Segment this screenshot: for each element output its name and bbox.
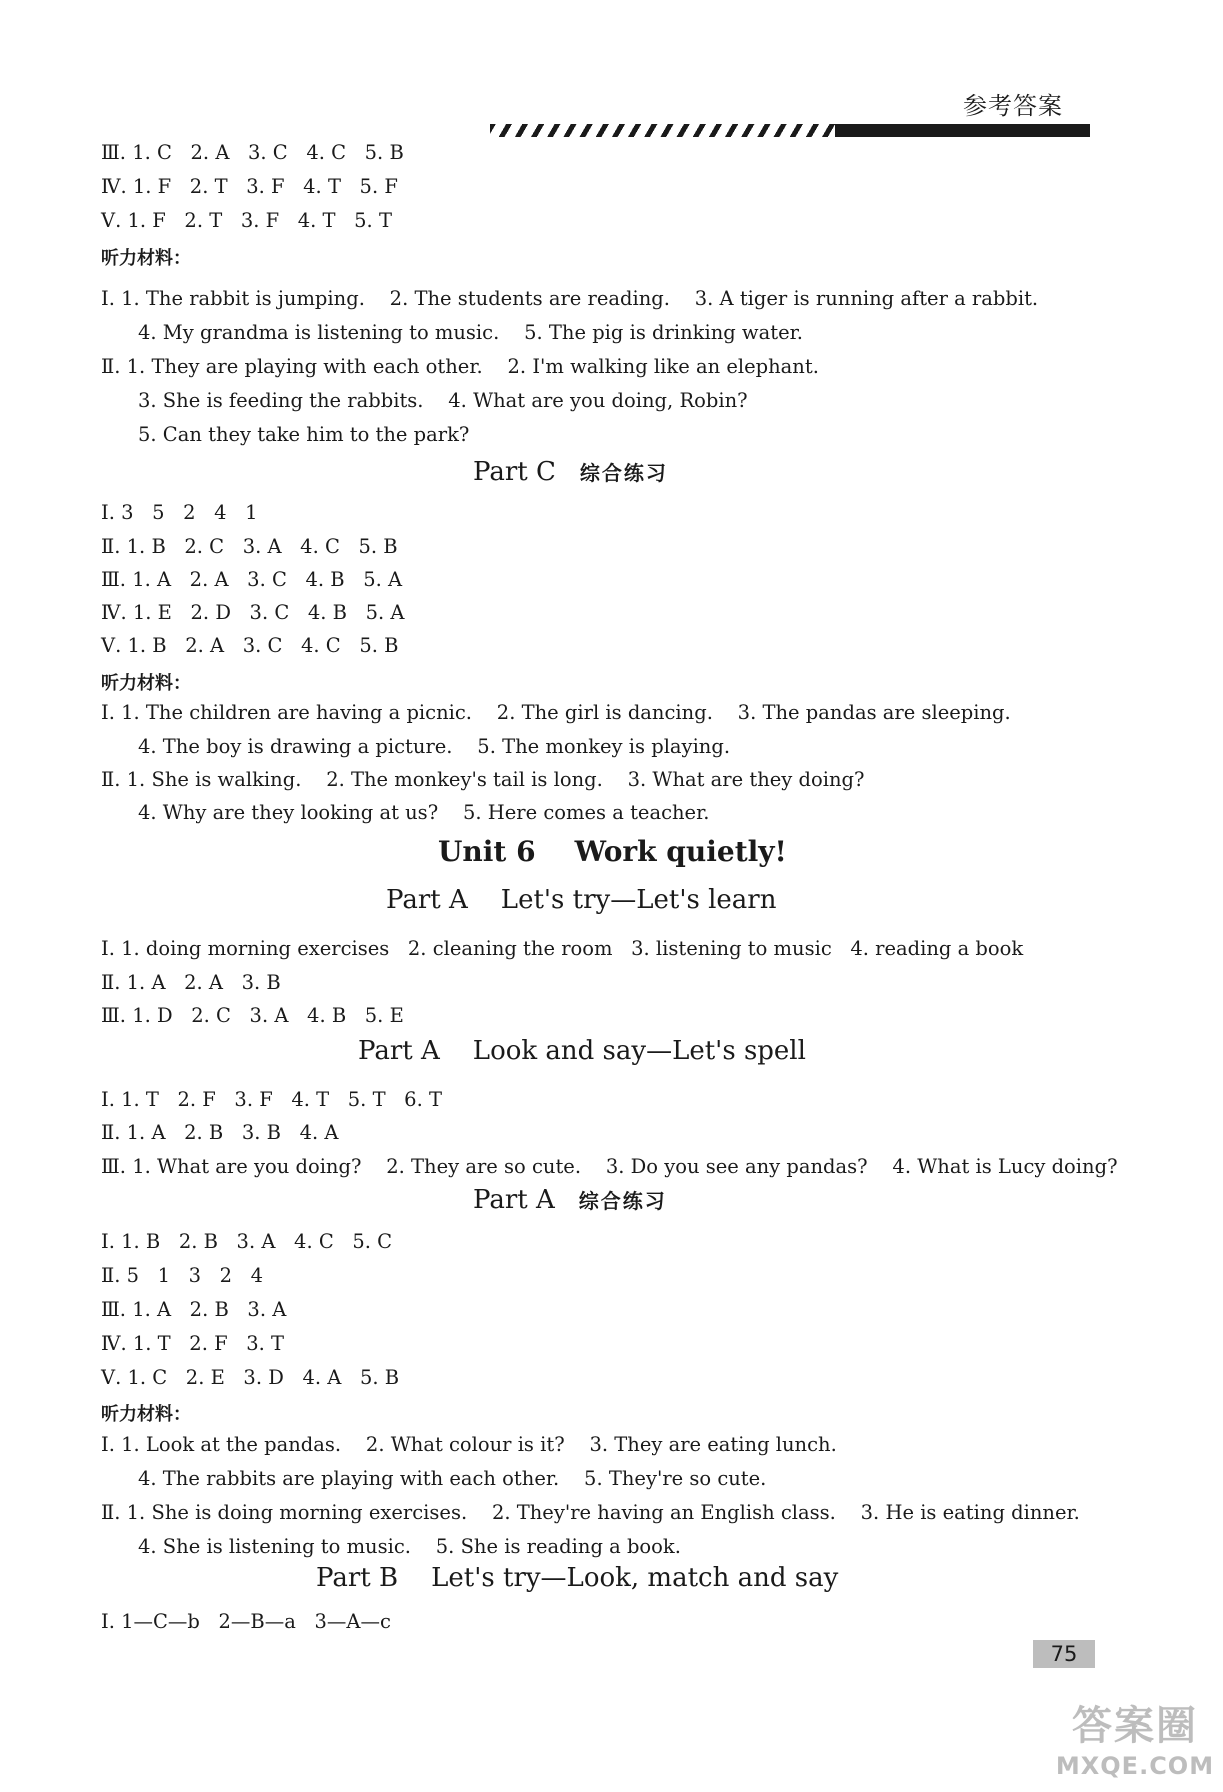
answer-line: Ⅲ. 1. D 2. C 3. A 4. B 5. E [101,1004,404,1027]
answer-line: Ⅴ. 1. C 2. E 3. D 4. A 5. B [101,1366,400,1389]
page-number: 75 [1033,1640,1095,1668]
section-title-text: Part A [473,1185,555,1215]
transcript-line: 4. My grandma is listening to music. 5. The pig is drinking water. [138,321,803,344]
answer-line: Ⅴ. 1. F 2. T 3. F 4. T 5. T [101,209,392,232]
transcript-line: Ⅰ. 1. The rabbit is jumping. 2. The students are reading. 3. A tiger is running after a rabbit. [101,287,1039,310]
transcript-line: Ⅱ. 1. She is walking. 2. The monkey's tail is long. 3. What are they doing? [101,768,865,791]
transcript-line: 5. Can they take him to the park? [138,423,470,446]
transcript-line: 4. She is listening to music. 5. She is reading a book. [138,1535,681,1558]
listening-material-label: 听力材料： [101,1404,191,1425]
transcript-line: 3. She is feeding the rabbits. 4. What are you doing, Robin? [138,389,748,412]
answer-line: Ⅲ. 1. What are you doing? 2. They are so cute. 3. Do you see any pandas? 4. What is Lucy doing? [101,1155,1118,1178]
answer-line: Ⅳ. 1. F 2. T 3. F 4. T 5. F [101,175,398,198]
answer-line: Ⅴ. 1. B 2. A 3. C 4. C 5. B [101,634,399,657]
header-label: 参考答案 [963,92,1063,120]
section-title-part-a-learn: Part A Let's try—Let's learn [386,885,777,915]
section-title-cn: 综合练习 [579,461,668,485]
section-title-part-c [473,456,668,489]
transcript-line: 4. The rabbits are playing with each other. 5. They're so cute. [138,1467,767,1490]
section-title-part-a-spell: Part A Look and say—Let's spell [358,1036,806,1066]
answer-line: Ⅰ. 1. doing morning exercises 2. cleaning the room 3. listening to music 4. reading a book [101,937,1024,960]
section-title-text: Part C [473,457,556,487]
answer-line: Ⅳ. 1. E 2. D 3. C 4. B 5. A [101,601,405,624]
transcript-line: Ⅰ. 1. Look at the pandas. 2. What colour is it? 3. They are eating lunch. [101,1433,837,1456]
transcript-line: Ⅱ. 1. She is doing morning exercises. 2. They're having an English class. 3. He is eating dinner. [101,1501,1080,1524]
answer-line: Ⅲ. 1. A 2. A 3. C 4. B 5. A [101,568,403,591]
answer-line: Ⅱ. 1. A 2. B 3. B 4. A [101,1121,339,1144]
section-title-cn: 综合练习 [578,1189,667,1213]
section-title-part-b: Part B Let's try—Look, match and say [316,1563,839,1593]
answer-line: Ⅰ. 1—C—b 2—B—a 3—A—c [101,1610,391,1633]
unit-title: Unit 6 Work quietly! [438,835,787,868]
watermark-url: MXQE.COM [1055,1752,1215,1780]
answer-line: Ⅰ. 3 5 2 4 1 [101,501,258,524]
answer-line: Ⅳ. 1. T 2. F 3. T [101,1332,285,1355]
transcript-line: Ⅱ. 1. They are playing with each other. 2. I'm walking like an elephant. [101,355,819,378]
answer-line: Ⅰ. 1. B 2. B 3. A 4. C 5. C [101,1230,393,1253]
answer-line: Ⅱ. 1. B 2. C 3. A 4. C 5. B [101,535,398,558]
answer-line: Ⅱ. 5 1 3 2 4 [101,1264,264,1287]
transcript-line: 4. Why are they looking at us? 5. Here comes a teacher. [138,801,710,824]
listening-material-label: 听力材料： [101,248,191,269]
header-solid-bar [835,124,1090,137]
watermark-logo [1050,1700,1220,1790]
section-title-part-a-practice [473,1184,667,1217]
transcript-line: Ⅰ. 1. The children are having a picnic. 2. The girl is dancing. 3. The pandas are sleeping. [101,701,1011,724]
watermark-text: 答案圈 [1072,1703,1198,1749]
listening-material-label: 听力材料： [101,673,191,694]
answer-line: Ⅰ. 1. T 2. F 3. F 4. T 5. T 6. T [101,1088,442,1111]
answer-line: Ⅲ. 1. A 2. B 3. A [101,1298,287,1321]
answer-line: Ⅲ. 1. C 2. A 3. C 4. C 5. B [101,141,404,164]
answer-line: Ⅱ. 1. A 2. A 3. B [101,971,281,994]
transcript-line: 4. The boy is drawing a picture. 5. The monkey is playing. [138,735,731,758]
